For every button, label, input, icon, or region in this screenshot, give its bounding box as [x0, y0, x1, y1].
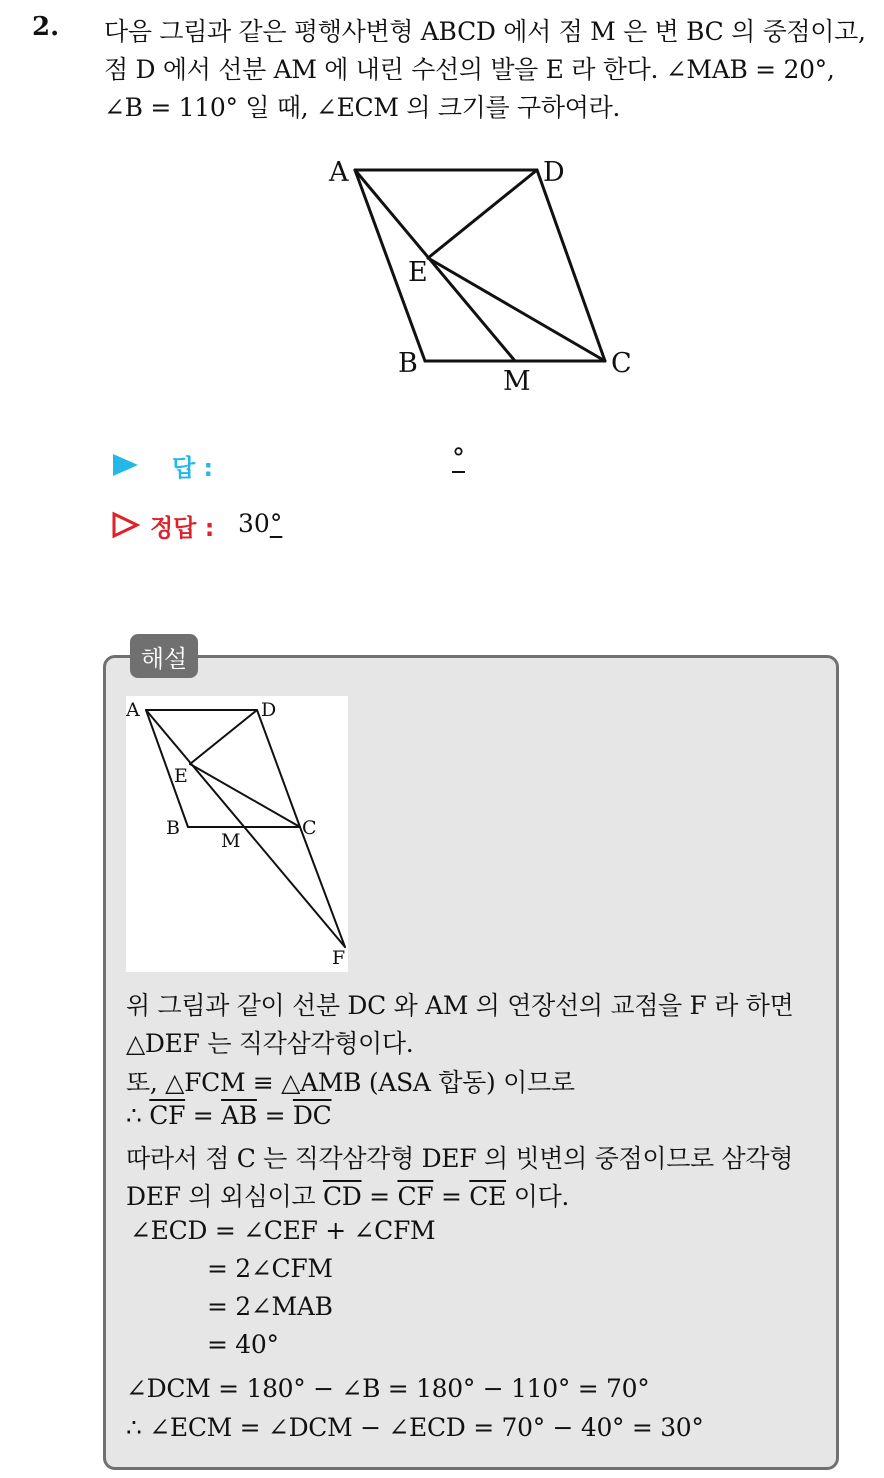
- label-M: M: [503, 366, 531, 397]
- solution-line-3: 또, △FCM ≡ △AMB (ASA 합동) 이므로: [126, 1068, 575, 1097]
- eq-sign: =: [361, 1182, 398, 1211]
- solution-figure: [126, 696, 348, 972]
- label-E: E: [408, 257, 428, 288]
- answer-unit: °: [452, 444, 465, 474]
- label2-A: A: [126, 699, 140, 721]
- segment-DE: [428, 170, 537, 258]
- seg-AB: $\overline{AB}$: [221, 1101, 257, 1130]
- problem-figure: [320, 150, 650, 400]
- eq2-suffix: 이다.: [506, 1182, 570, 1211]
- play-outline-icon: [111, 511, 141, 539]
- calc-line-1: ∠ECD = ∠CEF + ∠CFM: [130, 1216, 436, 1245]
- segment-EC: [428, 258, 605, 361]
- label2-F: F: [332, 947, 346, 969]
- label2-M: M: [221, 830, 241, 852]
- solution-line-4: 따라서 점 C 는 직각삼각형 DEF 의 빗변의 중점이므로 삼각형: [126, 1144, 794, 1173]
- solution-eq-2: [126, 1177, 569, 1213]
- solution-eq-1: [126, 1101, 331, 1130]
- correct-answer: [238, 509, 282, 538]
- label-A: A: [329, 157, 349, 188]
- seg-CF2: $\overline{CF}$: [397, 1182, 434, 1211]
- segment2-DE: [190, 710, 257, 764]
- calc-line-4: = 40°: [207, 1330, 279, 1359]
- question-line-3: ∠B = 110° 일 때, ∠ECM 의 크기를 구하여라.: [104, 93, 621, 122]
- solution-line-2: △DEF 는 직각삼각형이다.: [126, 1029, 414, 1058]
- correct-answer-label: 정답 :: [150, 514, 215, 542]
- seg-CF: $\overline{CF}$: [149, 1101, 186, 1130]
- segment2-CF: [300, 827, 345, 947]
- label-D: D: [543, 157, 565, 188]
- segment2-EC: [190, 764, 300, 827]
- label-C: C: [611, 348, 632, 379]
- label-B: B: [398, 348, 418, 379]
- seg-DC: $\overline{DC}$: [292, 1101, 332, 1130]
- edge2-DC: [257, 710, 300, 827]
- label2-C: C: [302, 817, 317, 839]
- final-line-2: ∴ ∠ECM = ∠DCM − ∠ECD = 70° − 40° = 30°: [126, 1413, 704, 1442]
- answer-input[interactable]: [230, 444, 480, 480]
- eq-sign: =: [256, 1101, 293, 1130]
- question-line-2: 점 D 에서 선분 AM 에 내린 수선의 발을 E 라 한다. ∠MAB = 20°,: [104, 55, 835, 84]
- edge-DC: [537, 170, 605, 361]
- segment-AM: [355, 170, 515, 361]
- label2-B: B: [166, 817, 180, 839]
- answer-label: 답 :: [172, 454, 214, 482]
- correct-answer-unit: °: [269, 509, 283, 538]
- correct-answer-value: 30: [238, 509, 270, 538]
- play-icon: [111, 452, 141, 478]
- seg-CD: $\overline{CD}$: [322, 1182, 362, 1211]
- eq-sign: =: [185, 1101, 222, 1130]
- therefore-symbol: ∴: [126, 1101, 150, 1130]
- calc-line-2: = 2∠CFM: [207, 1254, 333, 1283]
- eq-sign: =: [433, 1182, 470, 1211]
- solution-tab: 해설: [130, 634, 198, 678]
- seg-CE: $\overline{CE}$: [469, 1182, 507, 1211]
- final-line-1: ∠DCM = 180° − ∠B = 180° − 110° = 70°: [126, 1374, 650, 1403]
- question-line-1: 다음 그림과 같은 평행사변형 ABCD 에서 점 M 은 변 BC 의 중점이고,: [104, 17, 866, 46]
- problem-number: 2.: [32, 12, 60, 42]
- calc-line-3: = 2∠MAB: [207, 1292, 333, 1321]
- label2-E: E: [174, 765, 188, 787]
- solution-line-1: 위 그림과 같이 선분 DC 와 AM 의 연장선의 교점을 F 라 하면: [126, 991, 794, 1020]
- label2-D: D: [261, 699, 277, 721]
- eq2-prefix: DEF 의 외심이고: [126, 1182, 323, 1211]
